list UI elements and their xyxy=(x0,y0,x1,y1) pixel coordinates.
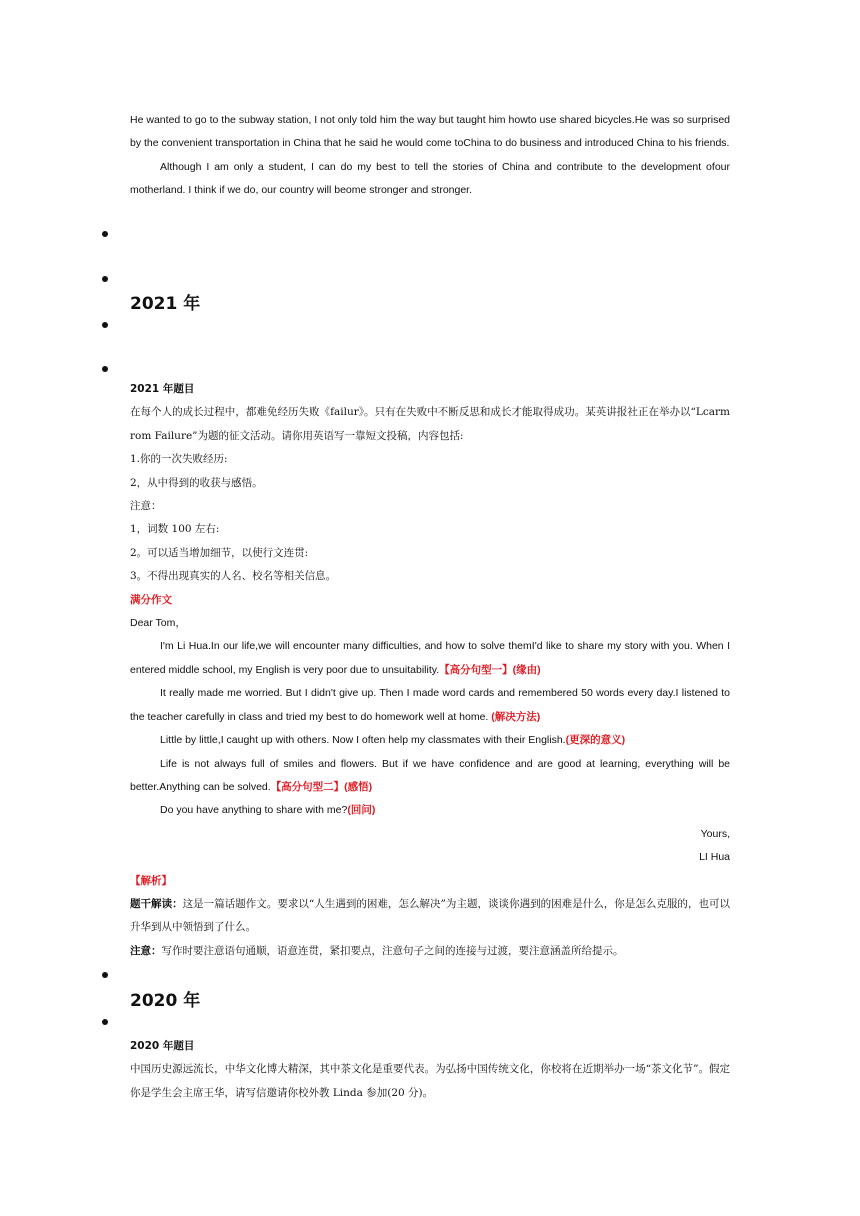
note-3: 3。不得出现真实的人名、校名等相关信息。 xyxy=(130,570,337,583)
note-1: 1，词数 100 左右: xyxy=(130,523,220,536)
analysis-label: 【解析】 xyxy=(130,874,172,887)
essay-text: It really made me worried. But I didn't give up. Then I made word cards and remembered 50 words every day.I listened to the teacher carefully in class and tried my best to do homework well at home. xyxy=(130,687,730,723)
essay-paragraph-2 xyxy=(130,682,730,729)
essay-closing: Yours, xyxy=(700,827,730,840)
analysis-title: 题干解读： xyxy=(130,897,183,910)
prompt-2021: 在每个人的成长过程中，都难免经历失败《failur》。只有在失败中不断反思和成长才能取得成功。某英讲报社正在举办以“Lcarm rom Failure”为题的征文活动。请你用英语写一靠短文投稿，内容包括: xyxy=(130,406,730,442)
essay-paragraph-5 xyxy=(130,799,730,822)
intro-section xyxy=(130,109,730,203)
essay-annotation: 【高分句型一】(缘由) xyxy=(439,663,541,676)
bullet-icon xyxy=(102,322,108,328)
essay-annotation: (更深的意义) xyxy=(565,734,626,747)
title-2021: 2021 年题目 xyxy=(130,383,195,395)
essay-text: I'm Li Hua.In our life,we will encounter many difficulties, and how to solve themI'd like to share my story with you. When I entered middle school, my English is very poor due to unsuitability. xyxy=(130,640,730,676)
section-2020 xyxy=(130,1035,730,1105)
essay-greeting: Dear Tom， xyxy=(130,617,186,630)
essay-text: Do you have anything to share with me? xyxy=(160,804,348,817)
caution-title: 注意： xyxy=(130,944,162,957)
note-2: 2。可以适当增加细节，以使行文连贯: xyxy=(130,546,309,559)
caution-paragraph xyxy=(130,940,730,963)
essay-text: Life is not always full of smiles and flowers. But if we have confidence and are good at learning, everything will be better.Anything can be solved. xyxy=(130,757,730,793)
essay-annotation: (回问) xyxy=(347,804,376,817)
bullet-icon xyxy=(102,1019,108,1025)
bullet-icon xyxy=(102,972,108,978)
note-label: 注意： xyxy=(130,500,162,513)
caution-text: 写作时要注意语句通顺，语意连贯，紧扣要点，注意句子之间的连接与过渡，要注意涵盖所给提示。 xyxy=(161,944,624,957)
intro-paragraph-1: He wanted to go to the subway station, I not only told him the way but taught him howto use shared bicycles.He was so surprised by the convenient transportation in China that he said he would come toChina to do business and introduced China to his friends. xyxy=(130,114,730,150)
essay-signature: LI Hua xyxy=(699,851,730,864)
prompt-2020: 中国历史源远流长，中华文化博大精深，其中茶文化是重要代表。为弘扬中国传统文化，你校将在近期举办一场“茶文化节”。假定你是学生会主席王华，请写信邀请你校外教 Linda 参加(20 分)。 xyxy=(130,1063,730,1099)
essay-annotation: 【高分句型二】(感悟) xyxy=(270,780,373,793)
requirement-1: 1.你的一次失败经历: xyxy=(130,453,228,466)
heading-2021: 2021 年 xyxy=(130,294,201,314)
title-2020: 2020 年题目 xyxy=(130,1040,195,1052)
bullet-icon xyxy=(102,366,108,372)
analysis-text: 这是一篇话题作文。要求以“人生遇到的困难，怎么解决”为主题，谈谈你遇到的困难是什么，你是怎么克服的，也可以升华到从中领悟到了什么。 xyxy=(130,897,731,934)
essay-paragraph-4 xyxy=(130,753,730,800)
intro-paragraph-2: Although I am only a student, I can do my best to tell the stories of China and contribute to the development ofour motherland. I think if we do, our country will beome stronger and stronger. xyxy=(130,160,730,197)
essay-paragraph-1 xyxy=(130,635,730,682)
sample-essay-label: 满分作文 xyxy=(130,593,172,606)
essay-annotation: (解决方法) xyxy=(491,710,541,723)
essay-paragraph-3 xyxy=(130,729,730,752)
bullet-icon xyxy=(102,276,108,282)
essay-text: Little by little,I caught up with others. Now I often help my classmates with their English. xyxy=(160,734,566,747)
heading-2020: 2020 年 xyxy=(130,991,201,1011)
bullet-icon xyxy=(102,231,108,237)
section-2021 xyxy=(130,378,730,963)
analysis-paragraph xyxy=(130,893,730,940)
requirement-2: 2，从中得到的收获与感悟。 xyxy=(130,476,263,489)
